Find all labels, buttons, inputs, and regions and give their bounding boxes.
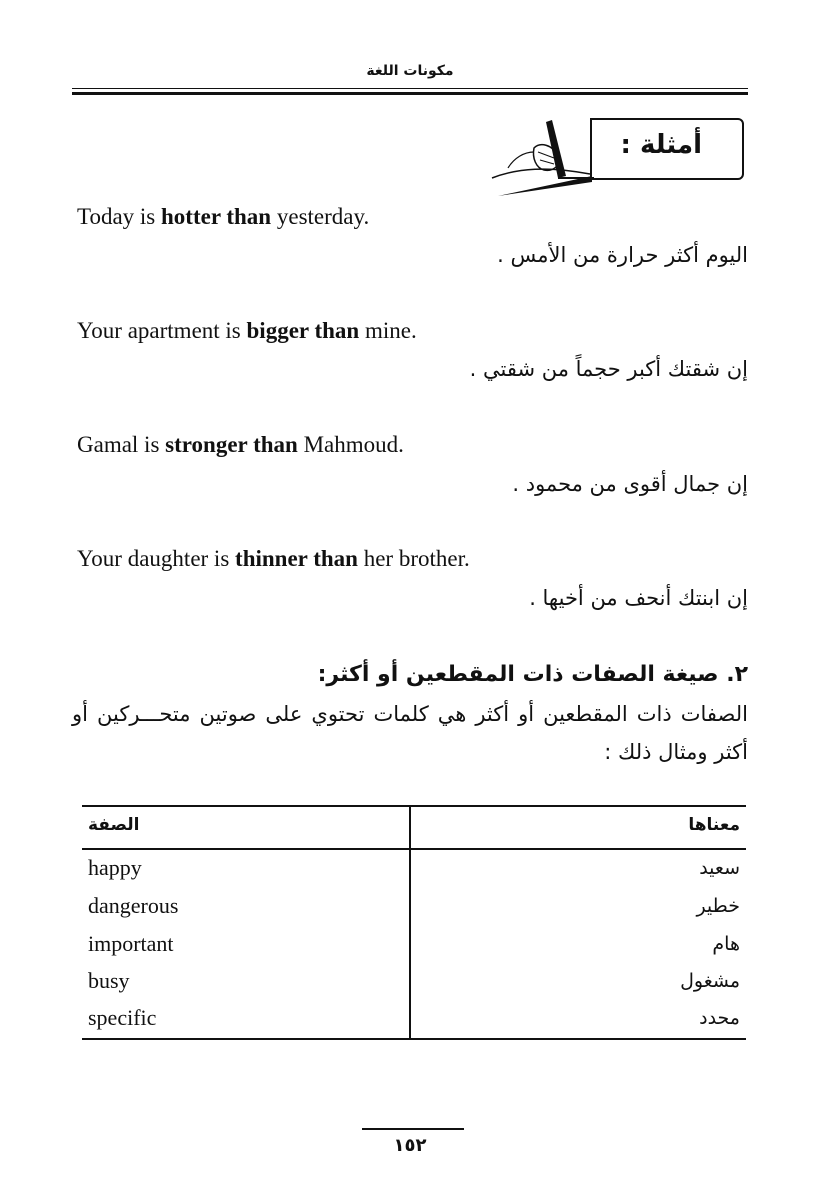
table-header-meaning: معناها xyxy=(688,815,740,835)
table-cell-arabic: مشغول xyxy=(680,970,740,992)
table-cell-english: busy xyxy=(88,968,130,993)
example-4-english: Your daughter is thinner than her brother. xyxy=(77,546,470,571)
example-2-arabic: إن شقتك أكبر حجماً من شقتي . xyxy=(469,357,748,381)
table-row xyxy=(82,891,746,928)
table-header-adjective: الصفة xyxy=(88,815,140,835)
table-cell-arabic: محدد xyxy=(699,1007,740,1029)
table-row xyxy=(82,1003,746,1040)
section-heading: ٢. صيغة الصفات ذات المقطعين أو أكثر: xyxy=(317,662,748,687)
table-cell-english: specific xyxy=(88,1005,157,1030)
table-row xyxy=(82,966,746,1003)
table-cell-arabic: سعيد xyxy=(699,857,740,879)
table-cell-english: happy xyxy=(88,855,142,880)
header-rule-thick xyxy=(72,92,748,95)
example-3-arabic: إن جمال أقوى من محمود . xyxy=(512,472,748,496)
table-header-rule xyxy=(82,848,746,850)
examples-label: أمثلة : xyxy=(620,130,702,160)
section-paragraph-line-2: أكثر ومثال ذلك : xyxy=(604,740,748,764)
pencil-hand-icon xyxy=(488,118,598,200)
table-cell-english: dangerous xyxy=(88,893,179,918)
footer-rule xyxy=(362,1128,464,1130)
example-3-english: Gamal is stronger than Mahmoud. xyxy=(77,432,404,457)
example-1-english: Today is hotter than yesterday. xyxy=(77,204,370,229)
page-header-title: مكونات اللغة xyxy=(366,63,454,79)
example-4-arabic: إن ابنتك أنحف من أخيها . xyxy=(529,586,748,610)
table-cell-arabic: هام xyxy=(712,933,740,955)
table-top-rule xyxy=(82,805,746,807)
examples-box xyxy=(590,118,744,180)
vocab-table xyxy=(82,805,746,1039)
header-rule-thin xyxy=(72,88,748,89)
table-cell-arabic: خطير xyxy=(696,895,740,917)
page-number: ١٥٢ xyxy=(393,1135,427,1156)
example-1-arabic: اليوم أكثر حرارة من الأمس . xyxy=(497,243,748,267)
table-row xyxy=(82,853,746,890)
section-paragraph-line-1: الصفات ذات المقطعين أو أكثر هي كلمات تحتوي على صوتين متحـــركين أو xyxy=(72,702,748,726)
table-cell-english: important xyxy=(88,931,174,956)
example-2-english: Your apartment is bigger than mine. xyxy=(77,318,417,343)
table-row xyxy=(82,929,746,966)
